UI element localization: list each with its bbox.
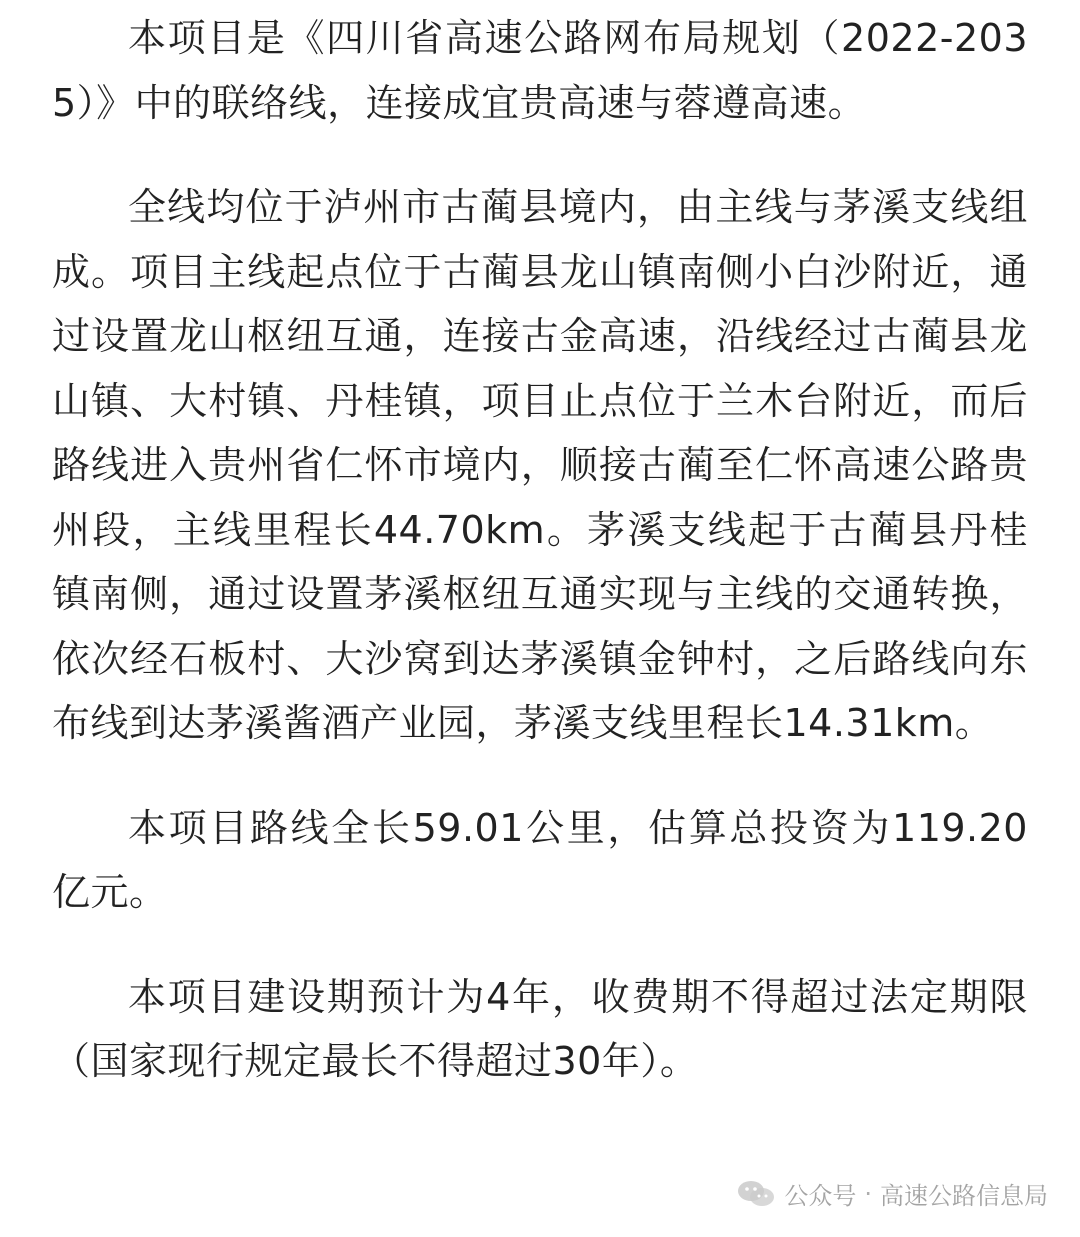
article-body [52, 6, 1028, 1094]
wechat-icon [736, 1179, 776, 1209]
paragraph-length-investment: 本项目路线全长59.01公里，估算总投资为119.20亿元。 [52, 805, 1028, 914]
watermark-prefix: 公众号 [784, 1182, 857, 1210]
watermark-account-name: 高速公路信息局 [880, 1182, 1048, 1210]
watermark [736, 1176, 1048, 1211]
paragraph-intro: 本项目是《四川省高速公路网布局规划（2022-2035）》中的联络线，连接成宜贵高速与蓉遵高速。 [52, 16, 1028, 125]
paragraph-construction-period: 本项目建设期预计为4年，收费期不得超过法定期限（国家现行规定最长不得超过30年）。 [52, 974, 1028, 1083]
watermark-separator: · [864, 1179, 872, 1208]
paragraph-route-description: 全线均位于泸州市古蔺县境内，由主线与茅溪支线组成。项目主线起点位于古蔺县龙山镇南侧小白沙附近，通过设置龙山枢纽互通，连接古金高速，沿线经过古蔺县龙山镇、大村镇、丹桂镇，项目止点位于兰木台附近，而后路线进入贵州省仁怀市境内，顺接古蔺至仁怀高速公路贵州段，主线里程长44.70km。茅溪支线起于古蔺县丹桂镇南侧，通过设置茅溪枢纽互通实现与主线的交通转换，依次经石板村、大沙窝到达茅溪镇金钟村，之后路线向东布线到达茅溪酱酒产业园，茅溪支线里程长14.31km。 [52, 185, 1028, 745]
